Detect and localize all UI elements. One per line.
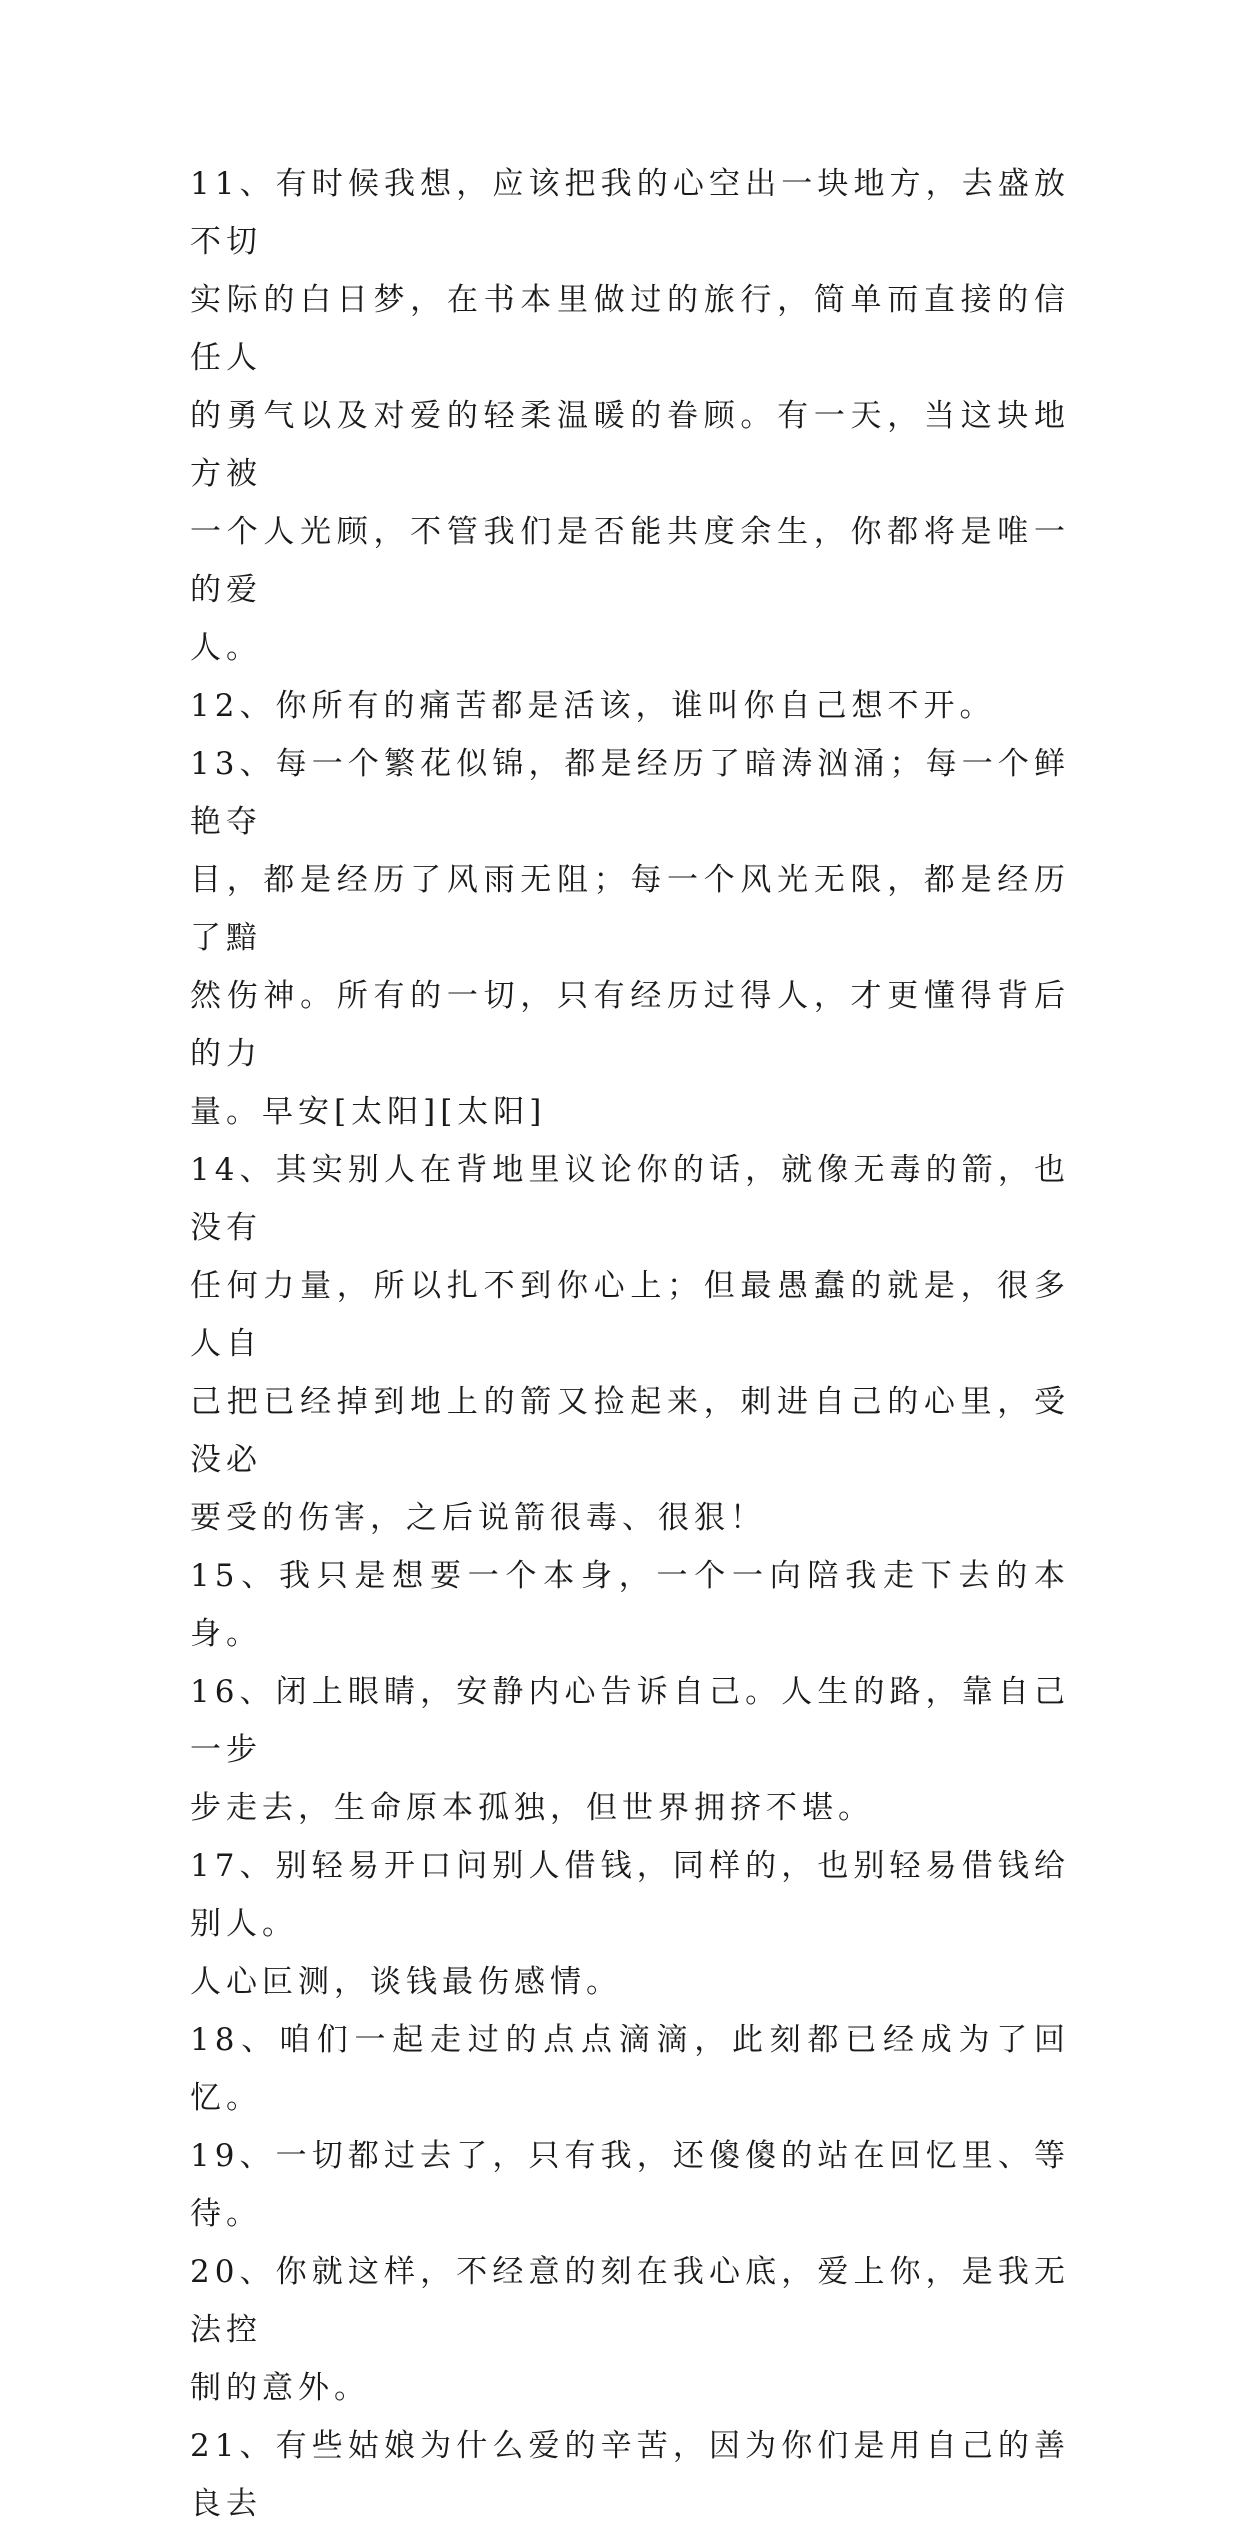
document-body [190,155,1070,2533]
paragraph-14: 14、其实别人在背地里议论你的话，就像无毒的箭，也没有 任何力量，所以扎不到你心上；但最愚蠢的就是，很多人自 己把已经掉到地上的箭又捡起来，刺进自己的心里，受没必 要受的伤害，之后说箭很毒、很狠！ [190,1152,1070,1536]
paragraph-13: 13、每一个繁花似锦，都是经历了暗涛汹涌；每一个鲜艳夺 目，都是经历了风雨无阻；每一个风光无限，都是经历了黯 然伤神。所有的一切，只有经历过得人，才更懂得背后的力 量。早安[太阳][太阳] [190,746,1070,1130]
paragraph-20: 20、你就这样，不经意的刻在我心底，爱上你，是我无法控 制的意外。 [190,2254,1070,2406]
paragraph-21: 21、有些姑娘为什么爱的辛苦，因为你们是用自己的善良去 [190,2428,1070,2522]
paragraph-16: 16、闭上眼睛，安静内心告诉自己。人生的路，靠自己一步 步走去，生命原本孤独，但世界拥挤不堪。 [190,1674,1070,1826]
paragraph-18: 18、咱们一起走过的点点滴滴，此刻都已经成为了回忆。 [190,2022,1070,2116]
paragraph-19: 19、一切都过去了，只有我，还傻傻的站在回忆里、等待。 [190,2138,1070,2232]
paragraph-17: 17、别轻易开口问别人借钱，同样的，也别轻易借钱给别人。 人心叵测，谈钱最伤感情。 [190,1848,1070,2000]
paragraph-15: 15、我只是想要一个本身，一个一向陪我走下去的本身。 [190,1558,1070,1652]
paragraph-12: 12、你所有的痛苦都是活该，谁叫你自己想不开。 [190,688,996,724]
paragraph-11: 11、有时候我想，应该把我的心空出一块地方，去盛放不切 实际的白日梦，在书本里做过的旅行，简单而直接的信任人 的勇气以及对爱的轻柔温暖的眷顾。有一天，当这块地方被 一个人光顾，不管我们是否能共度余生，你都将是唯一的爱 人。 [190,166,1070,666]
